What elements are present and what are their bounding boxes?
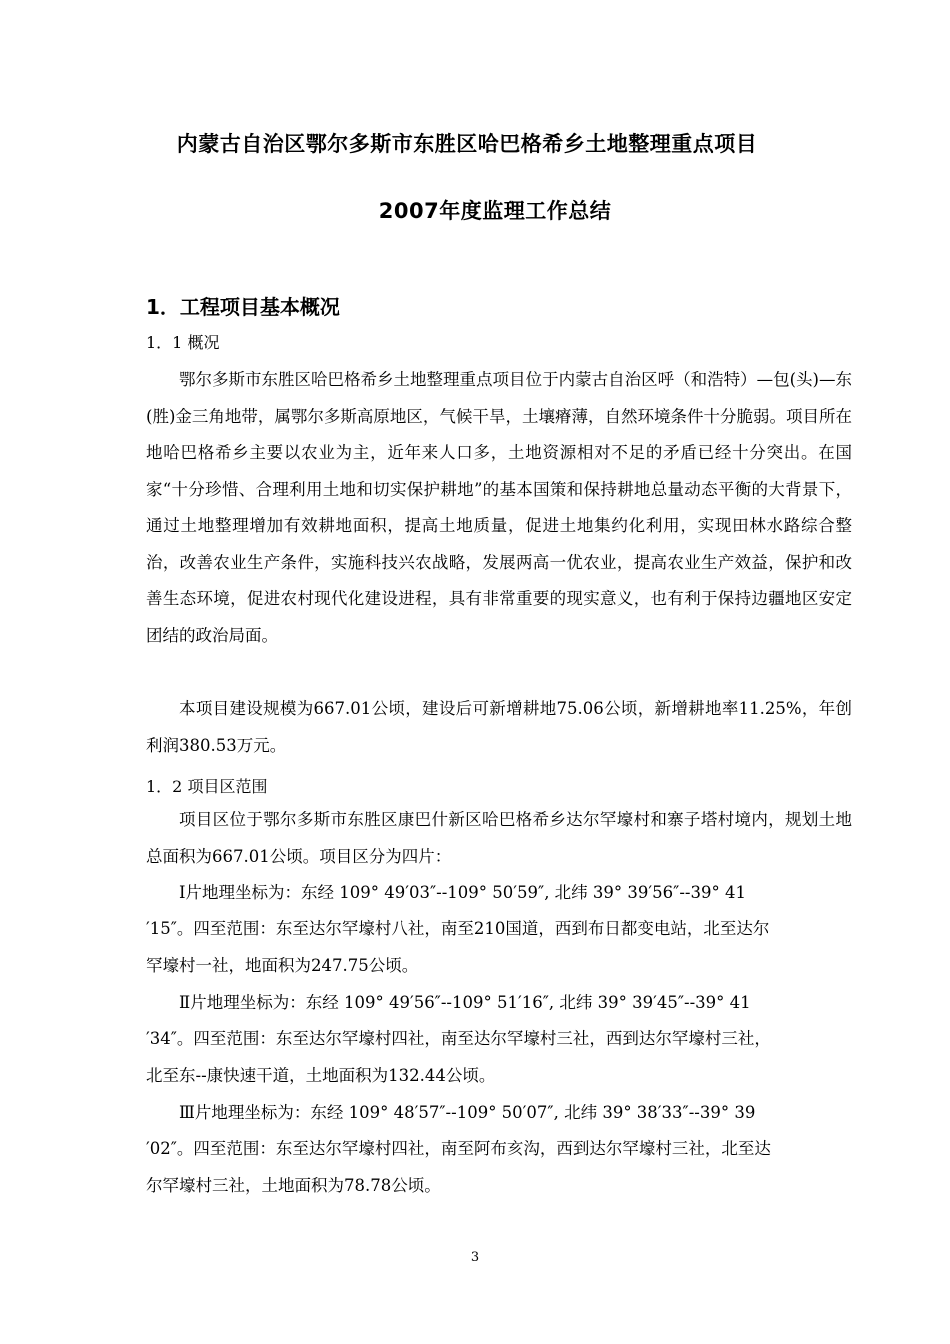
parcel-1-line-2: ′15″。四至范围：东至达尔罕壕村八社，南至210国道，西到布日都变电站，北至达尔 (146, 919, 770, 938)
page-number: 3 (470, 1250, 480, 1265)
document-title-line1: 内蒙古自治区鄂尔多斯市东胜区哈巴格希乡土地整理重点项目 (176, 132, 758, 156)
parcel-2-line-3: 北至东--康快速干道，土地面积为132.44公顷。 (146, 1066, 496, 1085)
parcel-1-line-1: Ⅰ片地理坐标为：东经 109° 49′03″--109° 50′59″, 北纬 39° 39′56″--39° 41 (179, 883, 746, 902)
parcel-2-line-2: ′34″。四至范围：东至达尔罕壕村四社，南至达尔罕壕村三社，西到达尔罕壕村三社， (146, 1029, 771, 1048)
parcel-3-line-3: 尔罕壕村三社，土地面积为78.78公顷。 (146, 1176, 441, 1195)
parcel-3-line-1: Ⅲ片地理坐标为：东经 109° 48′57″--109° 50′07″, 北纬 39° 38′33″--39° 39 (179, 1103, 756, 1122)
document-title-line2: 2007年度监理工作总结 (378, 199, 612, 223)
section-heading-1: 1．工程项目基本概况 (146, 295, 340, 319)
paragraph-overview: 鄂尔多斯市东胜区哈巴格希乡土地整理重点项目位于内蒙古自治区呼（和浩特）—包(头)—东(胜)金三角地带，属鄂尔多斯高原地区，气候干旱，土壤瘠薄，自然环境条件十分脆弱。项目所在地哈巴格希乡主要以农业为主，近年来人口多，土地资源相对不足的矛盾已经十分突出。在国家“十分珍惜、合理利用土地和切实保护耕地”的基本国策和保持耕地总量动态平衡的大背景下，通过土地整理增加有效耕地面积，提高土地质量，促进土地集约化利用，实现田林水路综合整治，改善农业生产条件，实施科技兴农战略，发展两高一优农业，提高农业生产效益，保护和改善生态环境，促进农村现代化建设进程，具有非常重要的现实意义，也有利于保持边疆地区安定团结的政治局面。 (146, 370, 852, 645)
subsection-heading-1-2: 1．2 项目区范围 (146, 777, 268, 796)
subsection-heading-1-1: 1．1 概况 (146, 333, 220, 352)
parcel-2-line-1: Ⅱ片地理坐标为：东经 109° 49′56″--109° 51′16″, 北纬 39° 39′45″--39° 41 (179, 993, 751, 1012)
parcel-3-line-2: ′02″。四至范围：东至达尔罕壕村四社，南至阿布亥沟，西到达尔罕壕村三社，北至达 (146, 1139, 771, 1158)
parcel-1-line-3: 罕壕村一社，地面积为247.75公顷。 (146, 956, 419, 975)
paragraph-area: 项目区位于鄂尔多斯市东胜区康巴什新区哈巴格希乡达尔罕壕村和寨子塔村境内，规划土地总面积为667.01公顷。项目区分为四片： (146, 810, 852, 866)
paragraph-scale: 本项目建设规模为667.01公顷，建设后可新增耕地75.06公顷，新增耕地率11.25%，年创利润380.53万元。 (146, 699, 852, 755)
